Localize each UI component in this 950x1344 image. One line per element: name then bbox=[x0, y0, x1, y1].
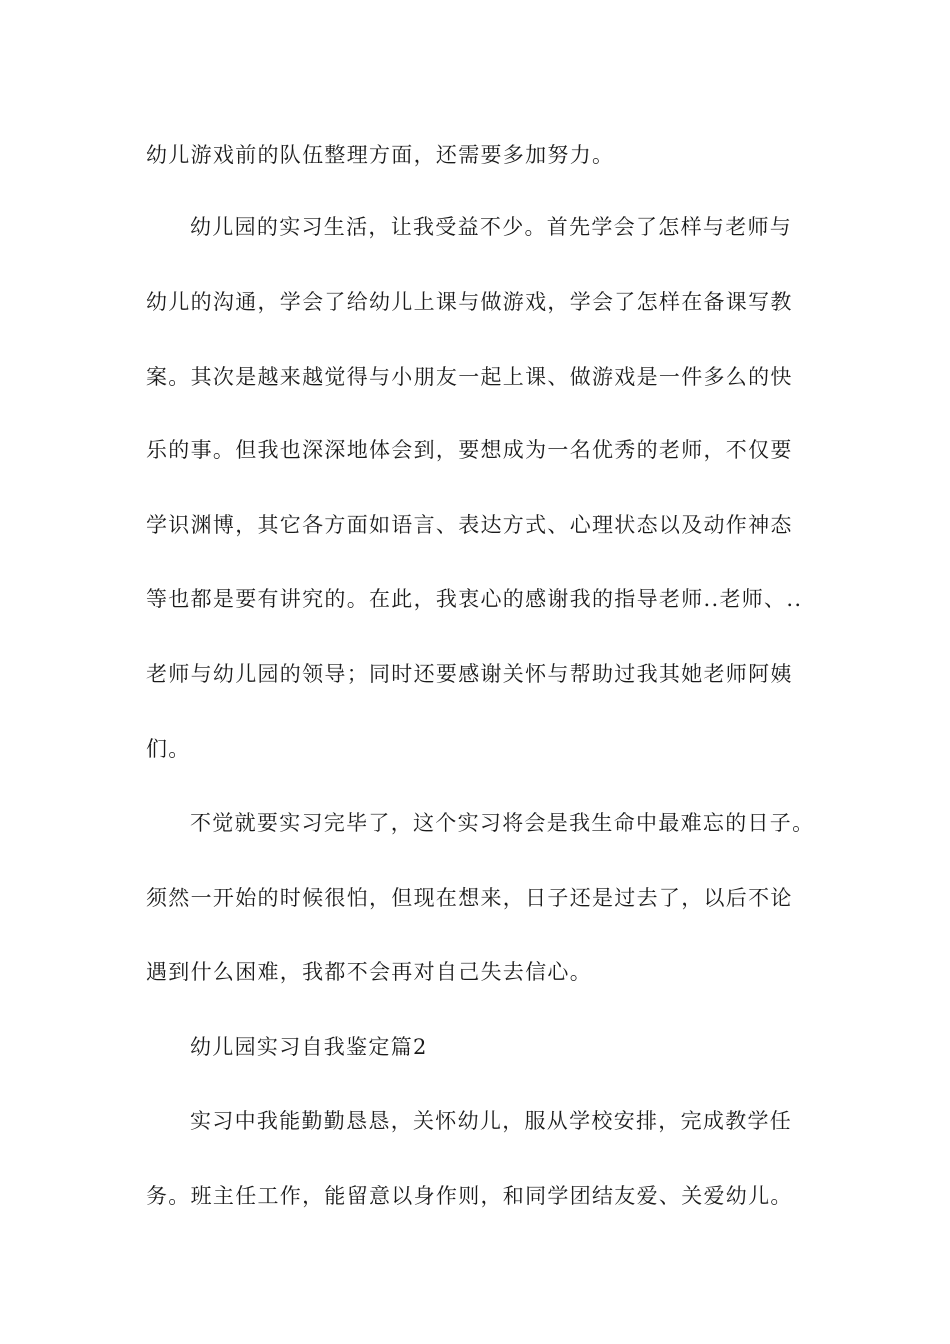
text-line: 幼儿游戏前的队伍整理方面，还需要多加努力。 bbox=[146, 143, 615, 167]
text-line: 须然一开始的时候很怕，但现在想来，日子还是过去了，以后不论 bbox=[146, 886, 793, 910]
text-line: 务。班主任工作，能留意以身作则，和同学团结友爱、关爱幼儿。 bbox=[146, 1184, 793, 1208]
text-line: 等也都是要有讲究的。在此，我衷心的感谢我的指导老师..老师、.. bbox=[146, 587, 803, 611]
text-line: 乐的事。但我也深深地体会到，要想成为一名优秀的老师，不仅要 bbox=[146, 438, 793, 462]
text-line: 学识渊博，其它各方面如语言、表达方式、心理状态以及动作神态 bbox=[146, 513, 793, 537]
paragraph-start-line: 不觉就要实习完毕了，这个实习将会是我生命中最难忘的日子。 bbox=[190, 811, 815, 835]
text-line: 老师与幼儿园的领导；同时还要感谢关怀与帮助过我其她老师阿姨 bbox=[146, 662, 793, 686]
paragraph-start-line: 幼儿园的实习生活，让我受益不少。首先学会了怎样与老师与 bbox=[190, 215, 793, 239]
paragraph-start-line: 实习中我能勤勤恳恳，关怀幼儿，服从学校安排，完成教学任 bbox=[190, 1109, 793, 1133]
text-line: 幼儿的沟通，学会了给幼儿上课与做游戏，学会了怎样在备课写教 bbox=[146, 290, 793, 314]
section-heading: 幼儿园实习自我鉴定篇2 bbox=[190, 1035, 428, 1059]
text-line: 案。其次是越来越觉得与小朋友一起上课、做游戏是一件多么的快 bbox=[146, 365, 793, 389]
text-line: 遇到什么困难，我都不会再对自己失去信心。 bbox=[146, 960, 592, 984]
text-line: 们。 bbox=[146, 737, 191, 761]
